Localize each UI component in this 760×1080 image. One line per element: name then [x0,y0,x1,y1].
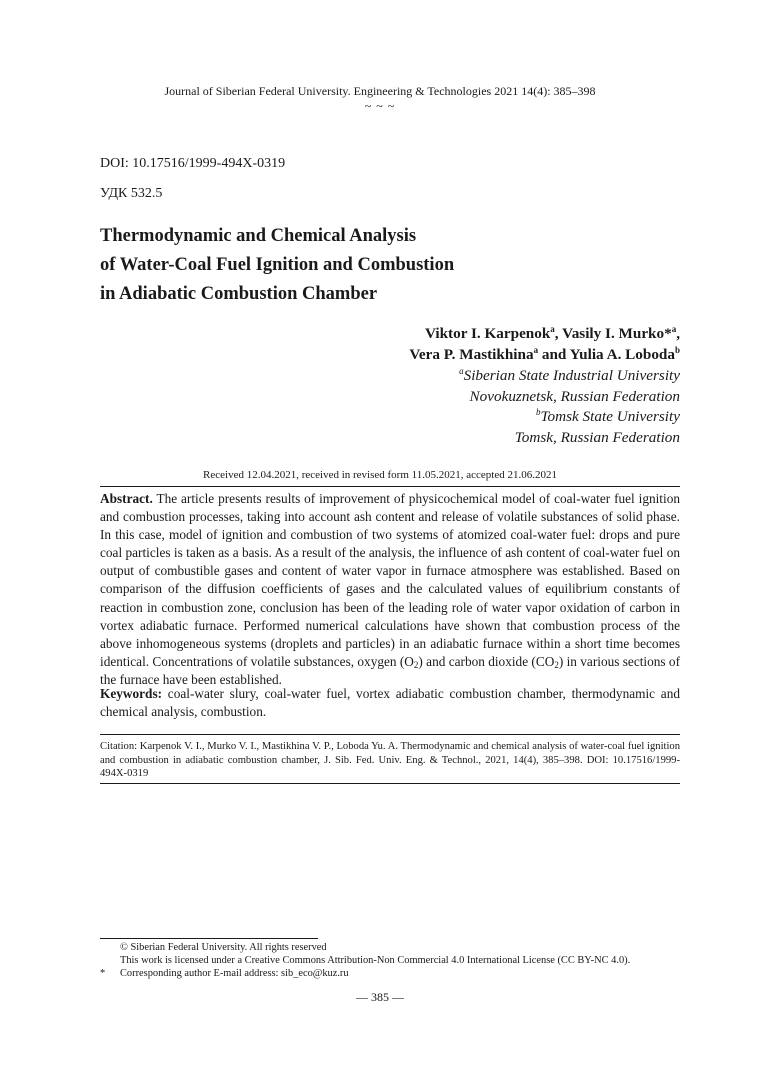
subscript: 2 [413,659,419,670]
title-line: Thermodynamic and Chemical Analysis [100,226,417,246]
title-line: of Water-Coal Fuel Ignition and Combustion [100,255,455,275]
asterisk-mark: * [100,968,106,979]
title-line: in Adiabatic Combustion Chamber [100,284,378,304]
author-name: Vasily I. Murko* [562,325,672,342]
author-separator: , [554,325,563,342]
abstract-label: Abstract. [100,491,153,506]
received-dates: Received 12.04.2021, received in revised form 11.05.2021, accepted 21.06.2021 [203,469,557,481]
affiliation-b-city: Tomsk, Russian Federation [514,428,680,446]
citation: Citation: Karpenok V. I., Murko V. I., Mastikhina V. P., Loboda Yu. A. Thermodynamic and chemical analysis of water-coal fuel ignition and combustion in adiabatic combustion chamber, J. Sib. Fed. Univ. Eng. & Technol., 2021, 14(4), 385–398. DOI: 10.17516/1999-494X-0319 [100,741,680,780]
author-affil-mark: b [674,345,680,355]
affiliation-a-name: $^a$Siberian State Industrial University [459,366,680,384]
affiliation-a-city: Novokuznetsk, Russian Federation [469,387,680,405]
divider-citation-top [100,734,680,735]
udk-code: УДК 532.5 [100,186,163,201]
affiliations [459,366,680,448]
subscript: 2 [554,659,559,670]
author-affil-mark: a [533,345,539,355]
footnote-license: This work is licensed under a Creative Commons Attribution-Non Commercial 4.0 International License (CC BY-NC 4.0). [120,955,631,966]
author-line-1 [409,323,680,344]
author-separator: , [676,325,680,342]
divider-top [100,486,680,487]
abstract [100,490,680,689]
footnotes [100,941,685,980]
author-separator: and [538,346,570,363]
footnote-rule [100,938,318,939]
author-affil-mark: a [671,324,677,334]
divider-citation-bottom [100,783,680,784]
journal-header: Journal of Siberian Federal University. Engineering & Technologies 2021 14(4): 385–398 [164,84,596,98]
abstract-text: ) and carbon dioxide (CO [418,653,555,669]
keywords-label: Keywords: [100,686,163,701]
abstract-text: ) in various sections of the furnace have been established. [100,653,680,687]
page-number: — 385 — [356,990,404,1004]
author-line-2 [409,344,680,365]
corresponding-author: Corresponding author E-mail address: sib_eco@kuz.ru [120,968,349,979]
affiliation-b-name: $^b$Tomsk State University [536,407,680,425]
footnote-copyright: © Siberian Federal University. All rights reserved [120,942,327,953]
author-name: Viktor I. Karpenok [424,325,551,342]
abstract-text: The article presents results of improvement of physicochemical model of coal-water fuel ignition and combustion processes, taking into account ash content and release of volatile substances of solid phase. In this case, model of ignition and combustion of two systems of atomized coal-water fuel: drops and pure coal particles is taken as a basis. As a result of the analysis, the influence of ash content of coal-water fuel on output of combustible gases and content of water vapor in furnace atmosphere was established. Based on comparison of the diffusion coefficients of gases and the calculated values of equilibrium constants of reaction in combustion zone, conclusion has been of the leading role of water vapor oxidation of carbon in vortex adiabatic furnace. Performed numerical calculations have shown that combustion process of the above inhomogeneous systems (droplets and particles) in an adiabatic furnace within a short time becomes identical. Concentrations of volatile substances, oxygen (O [100,491,680,669]
author-affil-mark: a [550,324,555,334]
author-list [409,323,680,365]
keywords-text: coal-water slury, coal-water fuel, vortex adiabatic combustion chamber, thermodynamic and chemical analysis, combustion. [100,686,680,720]
footnote-corresponding [100,967,685,980]
affil-mark: a [459,366,464,376]
author-name: Vera P. Mastikhina [409,346,534,363]
header-ornament: ~ ~ ~ [364,99,396,113]
affil-mark: b [536,407,541,417]
doi: DOI: 10.17516/1999-494X-0319 [100,156,286,171]
article-title [100,222,660,309]
keywords [100,685,680,721]
author-name: Yulia A. Loboda [569,346,675,363]
